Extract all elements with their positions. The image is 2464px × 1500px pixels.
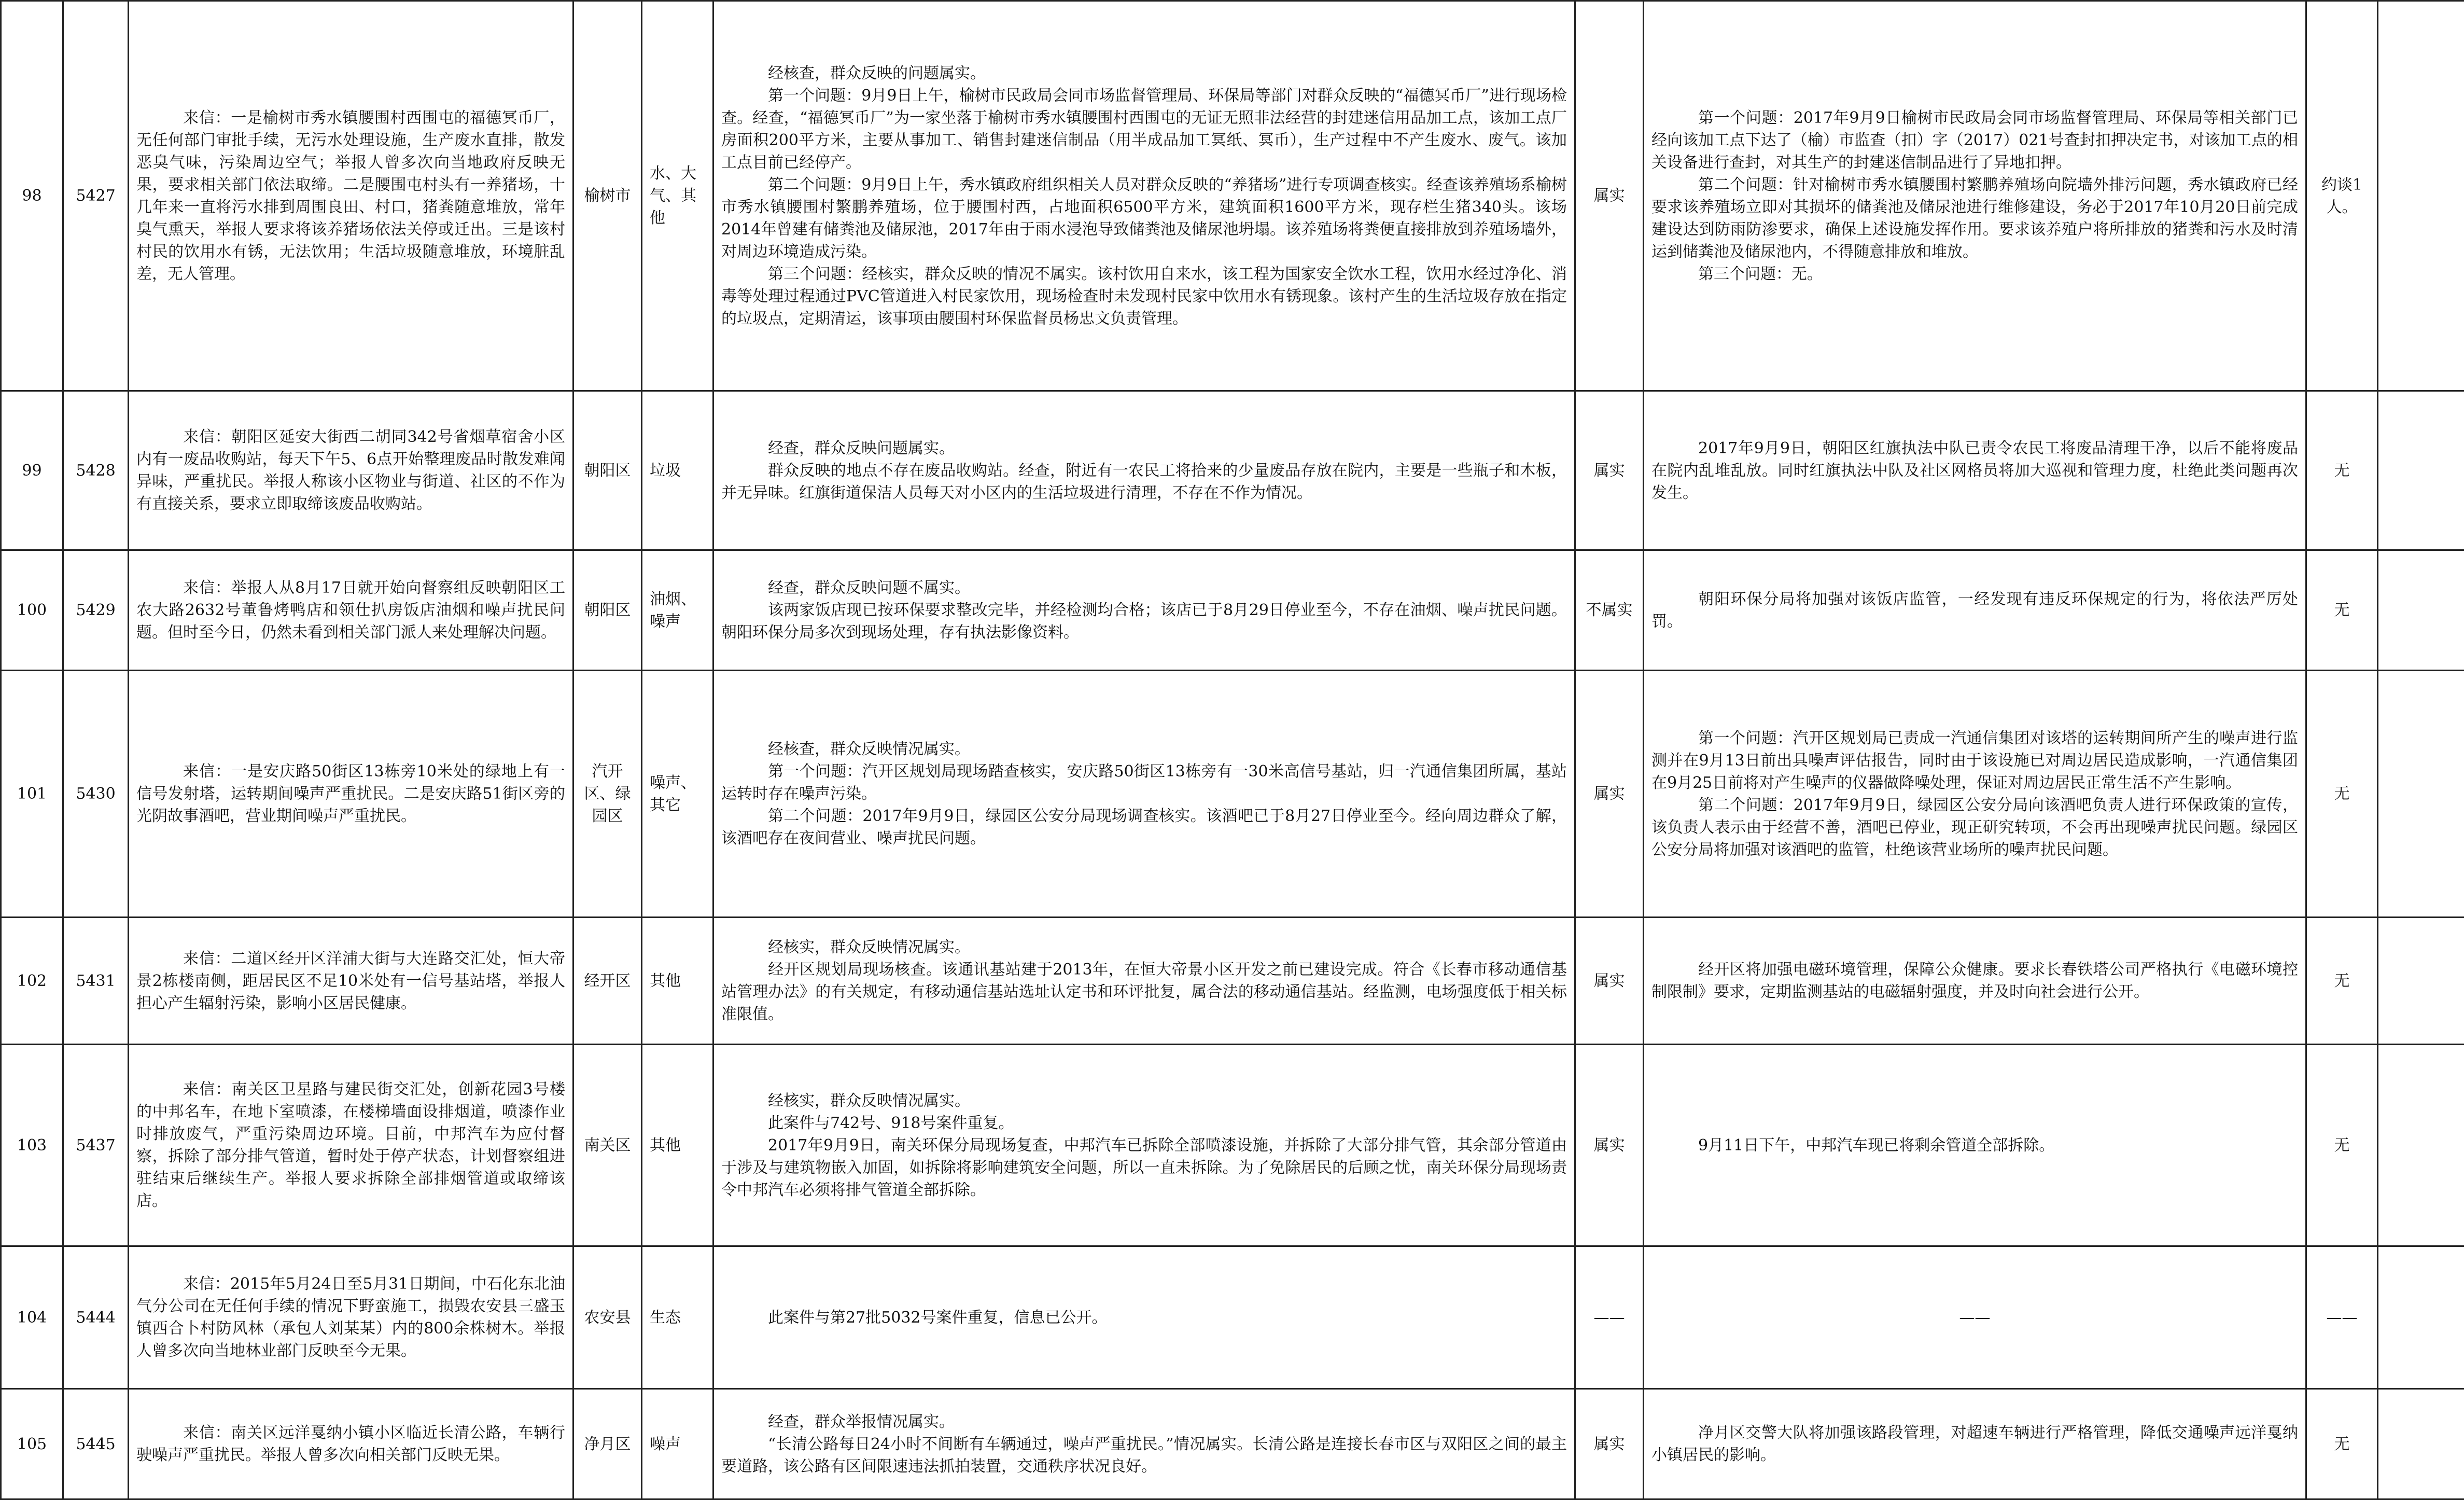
punishment: —— <box>2306 1246 2378 1389</box>
district: 农安县 <box>573 1246 642 1389</box>
complaint-text: 来信：二道区经开区洋浦大街与大连路交汇处，恒大帝景2栋楼南侧，距居民区不足10米处有一信号基站塔，举报人担心产生辐射污染，影响小区居民健康。 <box>129 918 573 1045</box>
verification-text: 经查，群众反映问题属实。 群众反映的地点不存在废品收购站。经查，附近有一农民工将拾来的少量废品存放在院内，主要是一些瓶子和木板，并无异味。红旗街道保洁人员每天对小区内的生活垃圾进行清理，不存在不作为情况。 <box>713 391 1575 550</box>
row-number: 102 <box>1 918 63 1045</box>
handling-text: 第一个问题：汽开区规划局已责成一汽通信集团对该塔的运转期间所产生的噪声进行监测并在9月13日前出具噪声评估报告，同时由于该设施已对周边居民造成影响，一汽通信集团在9月25日前将对产生噪声的仪器做降噪处理，保证对周边居民正常生活不产生影响。 第二个问题：2017年9月9日，绿园区公安分局向该酒吧负责人进行环保政策的宣传，该负责人表示由于经营不善，酒吧已停业，现正研究转项，不会再出现噪声扰民问题。绿园区公安分局将加强对该酒吧的监管，杜绝该营业场所的噪声扰民问题。 <box>1644 671 2306 918</box>
row-number: 100 <box>1 550 63 671</box>
notes-cell <box>2378 1246 2464 1389</box>
handling-text: —— <box>1644 1246 2306 1389</box>
punishment: 无 <box>2306 1045 2378 1246</box>
category: 噪声、其它 <box>642 671 713 918</box>
verification-result: 属实 <box>1575 671 1644 918</box>
verification-text: 经查，群众反映问题不属实。 该两家饭店现已按环保要求整改完毕，并经检测均合格；该店已于8月29日停业至今，不存在油烟、噪声扰民问题。朝阳环保分局多次到现场处理，存有执法影像资料。 <box>713 550 1575 671</box>
verification-result: 属实 <box>1575 1 1644 391</box>
verification-result: 属实 <box>1575 391 1644 550</box>
notes-cell <box>2378 918 2464 1045</box>
handling-text: 朝阳环保分局将加强对该饭店监管，一经发现有违反环保规定的行为，将依法严厉处罚。 <box>1644 550 2306 671</box>
category: 生态 <box>642 1246 713 1389</box>
category: 其他 <box>642 918 713 1045</box>
row-number: 104 <box>1 1246 63 1389</box>
category: 噪声 <box>642 1389 713 1499</box>
table-row <box>1 1389 2464 1499</box>
case-id: 5429 <box>63 550 129 671</box>
verification-result: 属实 <box>1575 1045 1644 1246</box>
verification-text: 经核查，群众反映情况属实。 第一个问题：汽开区规划局现场踏查核实，安庆路50街区13栋旁有一30米高信号基站，归一汽通信集团所属，基站运转时存在噪声污染。 第二个问题：2017年9月9日，绿园区公安分局现场调查核实。该酒吧已于8月27日停业至今。经向周边群众了解，该酒吧存在夜间营业、噪声扰民问题。 <box>713 671 1575 918</box>
punishment: 约谈1人。 <box>2306 1 2378 391</box>
verification-result: —— <box>1575 1246 1644 1389</box>
punishment: 无 <box>2306 391 2378 550</box>
punishment: 无 <box>2306 1389 2378 1499</box>
category: 水、大气、其他 <box>642 1 713 391</box>
notes-cell <box>2378 550 2464 671</box>
verification-result: 属实 <box>1575 918 1644 1045</box>
district: 朝阳区 <box>573 391 642 550</box>
category: 垃圾 <box>642 391 713 550</box>
handling-text: 经开区将加强电磁环境管理，保障公众健康。要求长春铁塔公司严格执行《电磁环境控制限制》要求，定期监测基站的电磁辐射强度，并及时向社会进行公开。 <box>1644 918 2306 1045</box>
table-row <box>1 1045 2464 1246</box>
notes-cell <box>2378 1389 2464 1499</box>
row-number: 99 <box>1 391 63 550</box>
punishment: 无 <box>2306 550 2378 671</box>
verification-text: 经核实，群众反映情况属实。 此案件与742号、918号案件重复。 2017年9月9日，南关环保分局现场复查，中邦汽车已拆除全部喷漆设施，并拆除了大部分排气管，其余部分管道由于涉及与建筑物嵌入加固，如拆除将影响建筑安全问题，所以一直未拆除。为了免除居民的后顾之忧，南关环保分局现场责令中邦汽车必须将排气管道全部拆除。 <box>713 1045 1575 1246</box>
case-id: 5427 <box>63 1 129 391</box>
case-id: 5445 <box>63 1389 129 1499</box>
verification-text: 经核查，群众反映的问题属实。 第一个问题：9月9日上午，榆树市民政局会同市场监督管理局、环保局等部门对群众反映的“福德冥币厂”进行现场检查。经查，“福德冥币厂”为一家坐落于榆树市秀水镇腰围村西围屯的无证无照非法经营的封建迷信用品加工点，该加工点厂房面积200平方米，主要从事加工、销售封建迷信制品（用半成品加工冥纸、冥币），生产过程中不产生废水、废气。该加工点目前已经停产。 第二个问题：9月9日上午，秀水镇政府组织相关人员对群众反映的“养猪场”进行专项调查核实。经查该养殖场系榆树市秀水镇腰围村繁鹏养殖场，位于腰围村西，占地面积6500平方米，建筑面积1600平方米，现存栏生猪340头。该场2014年曾建有储粪池及储尿池，2017年由于雨水浸泡导致储粪池及储尿池坍塌。该养殖场将粪便直接排放到养殖场墙外，对周边环境造成污染。 第三个问题：经核实，群众反映的情况不属实。该村饮用自来水，该工程为国家安全饮水工程，饮用水经过净化、消毒等处理过程通过PVC管道进入村民家饮用，现场检查时未发现村民家中饮用水有锈现象。该村产生的生活垃圾存放在指定的垃圾点，定期清运，该事项由腰围村环保监督员杨忠文负责管理。 <box>713 1 1575 391</box>
row-number: 103 <box>1 1045 63 1246</box>
district: 经开区 <box>573 918 642 1045</box>
table-row <box>1 391 2464 550</box>
verification-text: 经核实，群众反映情况属实。 经开区规划局现场核查。该通讯基站建于2013年，在恒大帝景小区开发之前已建设完成。符合《长春市移动通信基站管理办法》的有关规定，有移动通信基站选址认定书和环评批复，属合法的移动通信基站。经监测，电场强度低于相关标准限值。 <box>713 918 1575 1045</box>
notes-cell <box>2378 671 2464 918</box>
complaint-text: 来信：南关区远洋戛纳小镇小区临近长清公路，车辆行驶噪声严重扰民。举报人曾多次向相关部门反映无果。 <box>129 1389 573 1499</box>
case-id: 5431 <box>63 918 129 1045</box>
verification-result: 属实 <box>1575 1389 1644 1499</box>
table-row <box>1 918 2464 1045</box>
notes-cell <box>2378 391 2464 550</box>
district: 净月区 <box>573 1389 642 1499</box>
district: 汽开区、绿园区 <box>573 671 642 918</box>
punishment: 无 <box>2306 918 2378 1045</box>
category: 油烟、噪声 <box>642 550 713 671</box>
row-number: 98 <box>1 1 63 391</box>
table-row <box>1 671 2464 918</box>
handling-text: 9月11日下午，中邦汽车现已将剩余管道全部拆除。 <box>1644 1045 2306 1246</box>
notes-cell <box>2378 1 2464 391</box>
category: 其他 <box>642 1045 713 1246</box>
notes-cell <box>2378 1045 2464 1246</box>
case-id: 5428 <box>63 391 129 550</box>
punishment: 无 <box>2306 671 2378 918</box>
case-id: 5444 <box>63 1246 129 1389</box>
complaint-text: 来信：朝阳区延安大街西二胡同342号省烟草宿舍小区内有一废品收购站，每天下午5、6点开始整理废品时散发难闻异味，严重扰民。举报人称该小区物业与街道、社区的不作为有直接关系，要求立即取缔该废品收购站。 <box>129 391 573 550</box>
complaint-text: 来信：一是安庆路50街区13栋旁10米处的绿地上有一信号发射塔，运转期间噪声严重扰民。二是安庆路51街区旁的光阴故事酒吧，营业期间噪声严重扰民。 <box>129 671 573 918</box>
district: 榆树市 <box>573 1 642 391</box>
complaint-text: 来信：南关区卫星路与建民街交汇处，创新花园3号楼的中邦名车，在地下室喷漆，在楼梯墙面设排烟道，喷漆作业时排放废气，严重污染周边环境。目前，中邦汽车为应付督察，拆除了部分排气管道，暂时处于停产状态，计划督察组进驻结束后继续生产。举报人要求拆除全部排烟管道或取缔该店。 <box>129 1045 573 1246</box>
verification-result: 不属实 <box>1575 550 1644 671</box>
complaint-text: 来信：2015年5月24日至5月31日期间，中石化东北油气分公司在无任何手续的情况下野蛮施工，损毁农安县三盛玉镇西合卜村防风林（承包人刘某某）内的800余株树木。举报人曾多次向当地林业部门反映至今无果。 <box>129 1246 573 1389</box>
handling-text: 净月区交警大队将加强该路段管理，对超速车辆进行严格管理，降低交通噪声远洋戛纳小镇居民的影响。 <box>1644 1389 2306 1499</box>
row-number: 101 <box>1 671 63 918</box>
handling-text: 2017年9月9日，朝阳区红旗执法中队已责令农民工将废品清理干净，以后不能将废品在院内乱堆乱放。同时红旗执法中队及社区网格员将加大巡视和管理力度，杜绝此类问题再次发生。 <box>1644 391 2306 550</box>
row-number: 105 <box>1 1389 63 1499</box>
table-row <box>1 1 2464 391</box>
table-row <box>1 1246 2464 1389</box>
verification-text: 此案件与第27批5032号案件重复，信息已公开。 <box>713 1246 1575 1389</box>
case-id: 5430 <box>63 671 129 918</box>
table-row <box>1 550 2464 671</box>
district: 朝阳区 <box>573 550 642 671</box>
case-id: 5437 <box>63 1045 129 1246</box>
verification-text: 经查，群众举报情况属实。 “长清公路每日24小时不间断有车辆通过，噪声严重扰民。”情况属实。长清公路是连接长春市区与双阳区之间的最主要道路，该公路有区间限速违法抓拍装置，交通秩序状况良好。 <box>713 1389 1575 1499</box>
district: 南关区 <box>573 1045 642 1246</box>
complaint-text: 来信：举报人从8月17日就开始向督察组反映朝阳区工农大路2632号董鲁烤鸭店和领仕扒房饭店油烟和噪声扰民问题。但时至今日，仍然未看到相关部门派人来处理解决问题。 <box>129 550 573 671</box>
handling-text: 第一个问题：2017年9月9日榆树市民政局会同市场监督管理局、环保局等相关部门已经向该加工点下达了（榆）市监查（扣）字（2017）021号查封扣押决定书，对该加工点的相关设备进行查封，对其生产的封建迷信制品进行了异地扣押。 第二个问题：针对榆树市秀水镇腰围村繁鹏养殖场向院墙外排污问题，秀水镇政府已经要求该养殖场立即对其损坏的储粪池及储尿池进行维修建设，务必于2017年10月20日前完成建设达到防雨防渗要求，确保上述设施发挥作用。要求该养殖户将所排放的猪粪和污水及时清运到储粪池及储尿池内，不得随意排放和堆放。 第三个问题：无。 <box>1644 1 2306 391</box>
complaint-text: 来信：一是榆树市秀水镇腰围村西围屯的福德冥币厂，无任何部门审批手续，无污水处理设施，生产废水直排，散发恶臭气味，污染周边空气；举报人曾多次向当地政府反映无果，要求相关部门依法取缔。二是腰围屯村头有一养猪场，十几年来一直将污水排到周围良田、村口，猪粪随意堆放，常年臭气熏天，举报人要求将该养猪场依法关停或迁出。三是该村村民的饮用水有锈，无法饮用；生活垃圾随意堆放，环境脏乱差，无人管理。 <box>129 1 573 391</box>
